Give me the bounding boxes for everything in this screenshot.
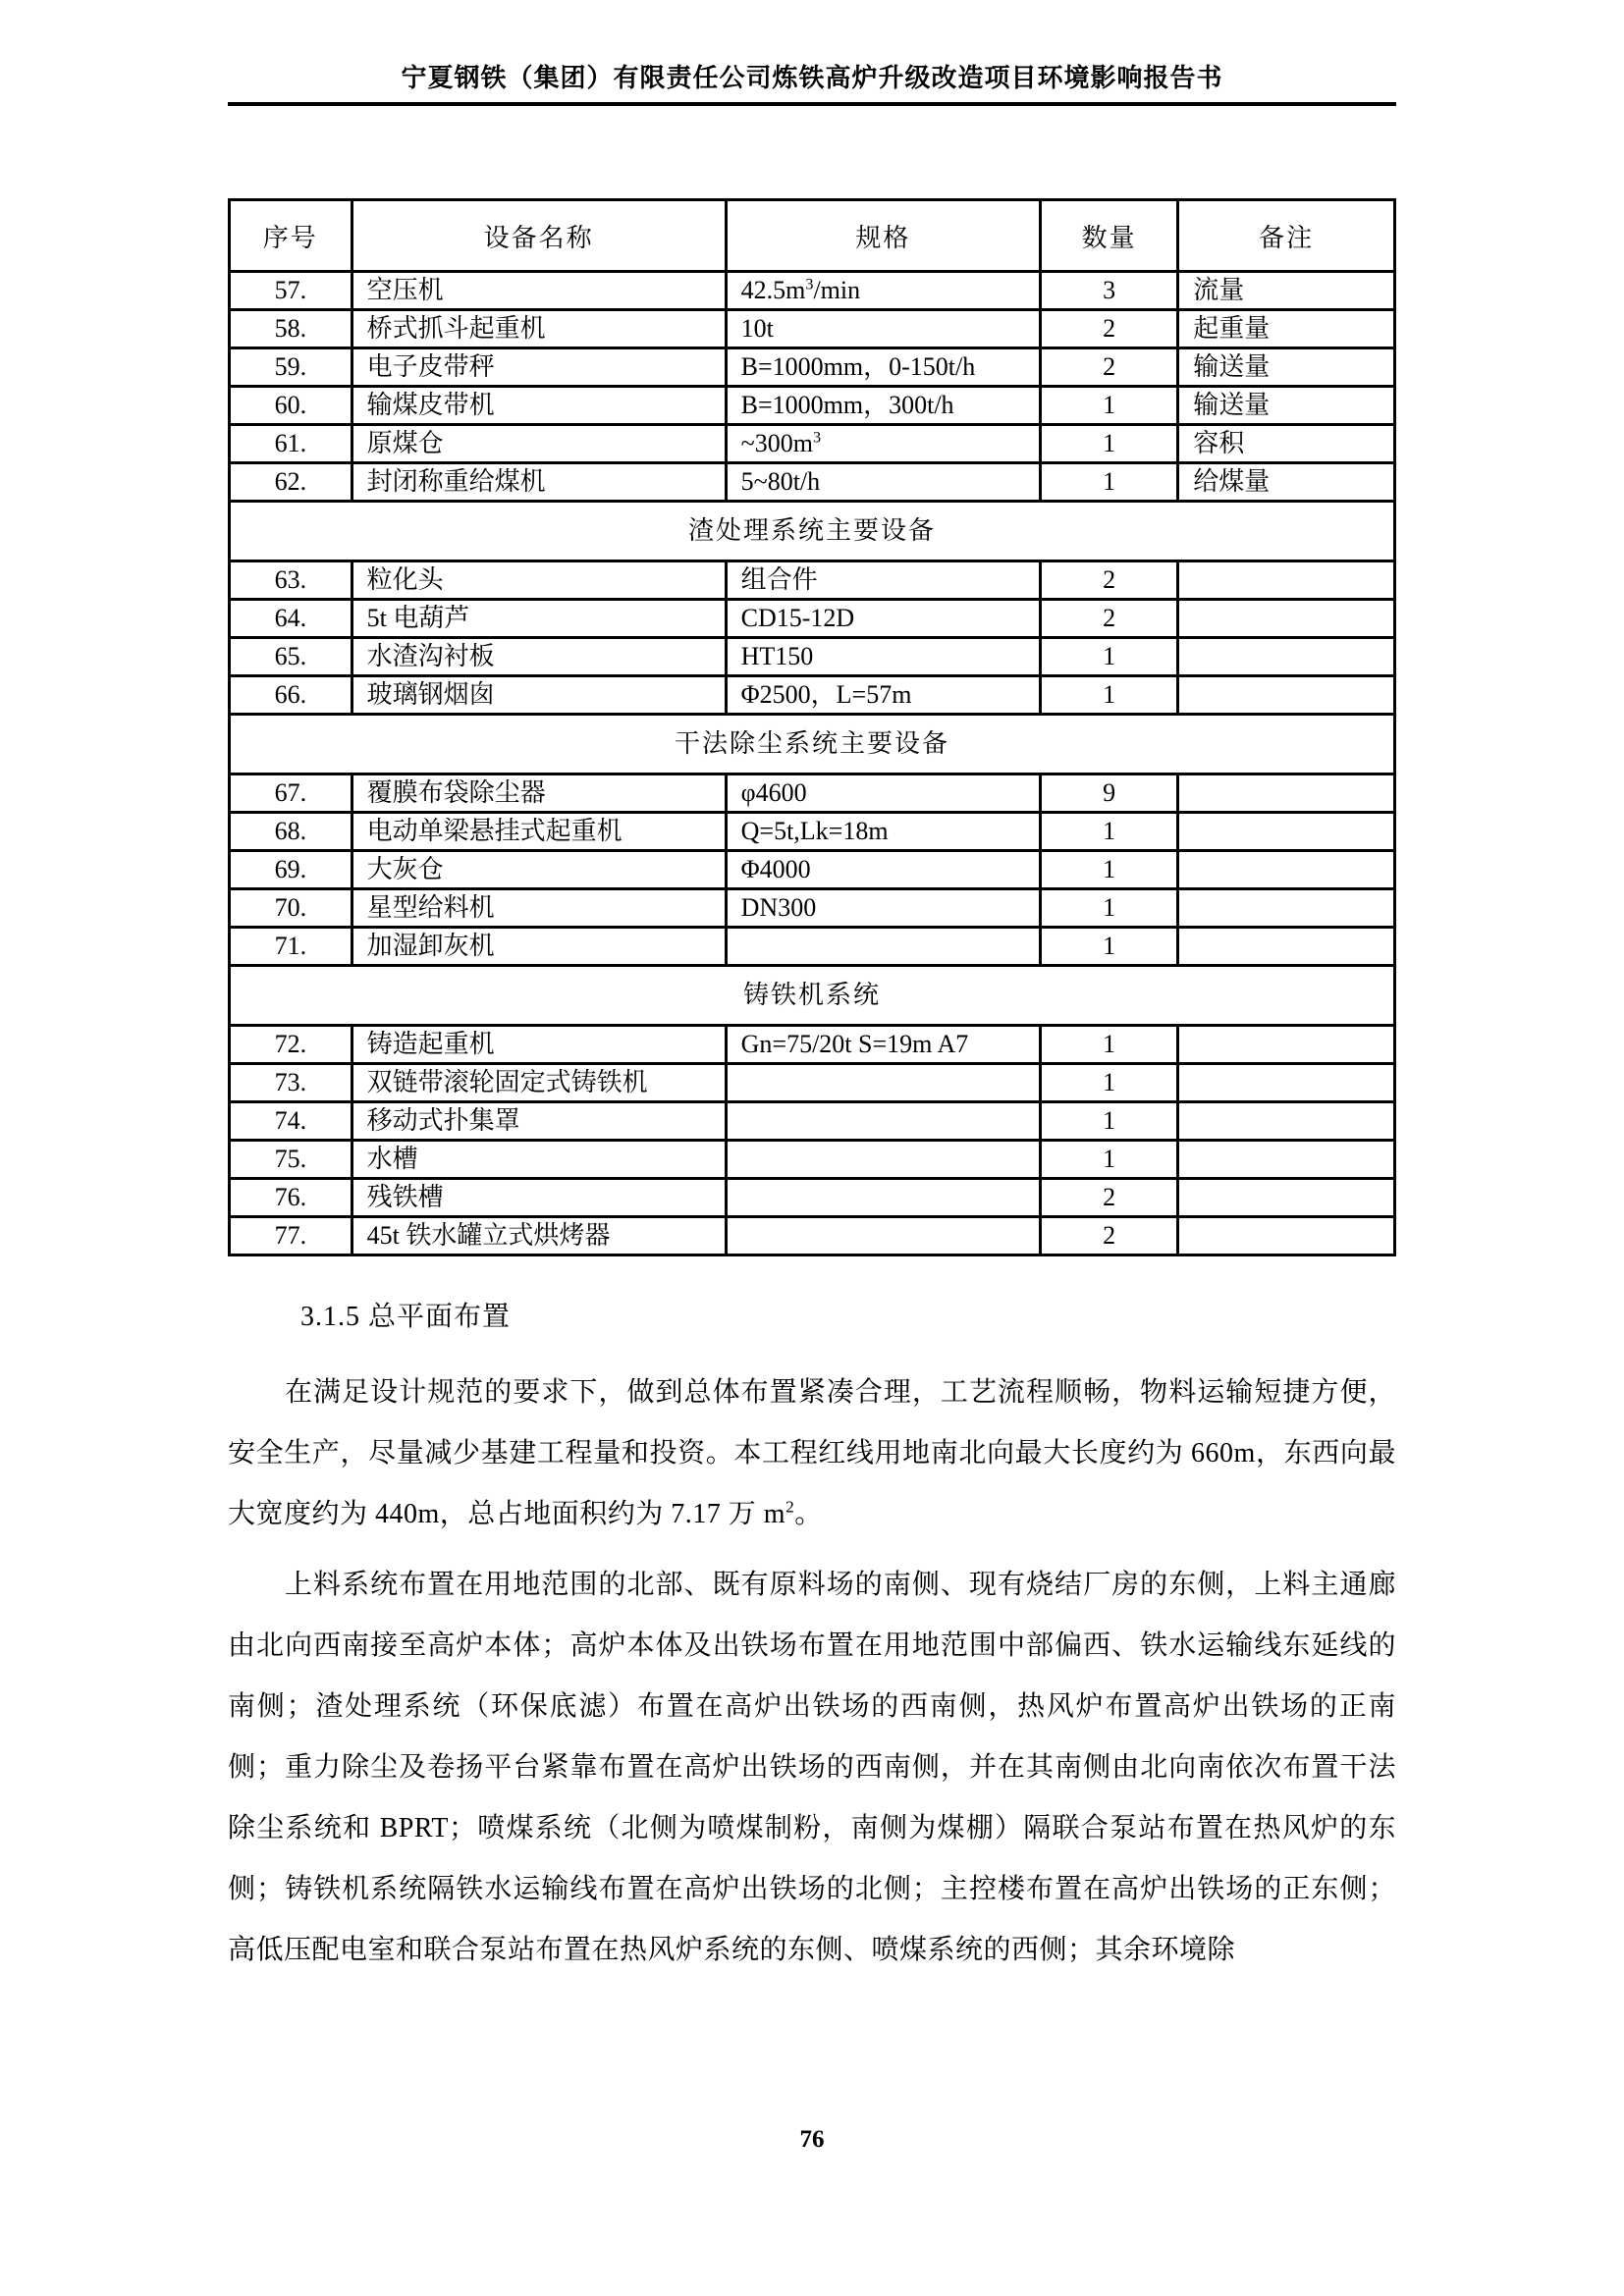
table-row <box>230 774 1395 813</box>
cell-qty: 2 <box>1041 600 1178 638</box>
table-row <box>230 928 1395 966</box>
table-row <box>230 1179 1395 1217</box>
table-section-row <box>230 502 1395 561</box>
cell-name: 封闭称重给煤机 <box>352 463 726 502</box>
cell-spec <box>726 1179 1040 1217</box>
cell-no: 72. <box>230 1026 352 1064</box>
cell-name: 桥式抓斗起重机 <box>352 310 726 348</box>
cell-note: 容积 <box>1178 425 1395 463</box>
col-header-note: 备注 <box>1178 200 1395 272</box>
table-row <box>230 1064 1395 1102</box>
page-header <box>0 0 1624 106</box>
cell-spec: HT150 <box>726 638 1040 676</box>
cell-no: 61. <box>230 425 352 463</box>
cell-no: 62. <box>230 463 352 502</box>
cell-qty: 1 <box>1041 1141 1178 1179</box>
cell-qty: 2 <box>1041 1179 1178 1217</box>
cell-note: 起重量 <box>1178 310 1395 348</box>
cell-qty: 2 <box>1041 1217 1178 1255</box>
cell-name: 输煤皮带机 <box>352 387 726 425</box>
table-row <box>230 889 1395 928</box>
cell-spec <box>726 928 1040 966</box>
cell-name: 覆膜布袋除尘器 <box>352 774 726 813</box>
table-row <box>230 813 1395 851</box>
table-section-row <box>230 966 1395 1026</box>
cell-spec: Φ2500，L=57m <box>726 676 1040 715</box>
cell-spec: B=1000mm，0-150t/h <box>726 348 1040 387</box>
cell-spec <box>726 1141 1040 1179</box>
table-row <box>230 1102 1395 1141</box>
paragraph-layout-detail: 上料系统布置在用地范围的北部、既有原料场的南侧、现有烧结厂房的东侧，上料主通廊由北向西南接至高炉本体；高炉本体及出铁场布置在用地范围中部偏西、铁水运输线东延线的南侧；渣处理系统（环保底滤）布置在高炉出铁场的西南侧，热风炉布置高炉出铁场的正南侧；重力除尘及卷扬平台紧靠布置在高炉出铁场的西南侧，并在其南侧由北向南依次布置干法除尘系统和 BPRT；喷煤系统（北侧为喷煤制粉，南侧为煤棚）隔联合泵站布置在热风炉的东侧；铸铁机系统隔铁水运输线布置在高炉出铁场的北侧；主控楼布置在高炉出铁场的正东侧；高低压配电室和联合泵站布置在热风炉系统的东侧、喷煤系统的西侧；其余环境除 <box>228 1570 1396 1965</box>
table-row <box>230 600 1395 638</box>
cell-note <box>1178 774 1395 813</box>
cell-name: 玻璃钢烟囱 <box>352 676 726 715</box>
table-row <box>230 561 1395 600</box>
table-row <box>230 272 1395 310</box>
cell-note <box>1178 1064 1395 1102</box>
cell-no: 58. <box>230 310 352 348</box>
cell-qty: 1 <box>1041 676 1178 715</box>
cell-note <box>1178 889 1395 928</box>
table-row <box>230 348 1395 387</box>
cell-name: 移动式扑集罩 <box>352 1102 726 1141</box>
cell-note: 流量 <box>1178 272 1395 310</box>
table-row <box>230 1026 1395 1064</box>
section-label: 铸铁机系统 <box>230 966 1395 1026</box>
table-row <box>230 310 1395 348</box>
cell-qty: 1 <box>1041 928 1178 966</box>
superscript: 3 <box>805 276 814 294</box>
cell-name: 空压机 <box>352 272 726 310</box>
cell-note <box>1178 851 1395 889</box>
doc-header-title: 宁夏钢铁（集团）有限责任公司炼铁高炉升级改造项目环境影响报告书 <box>401 64 1223 92</box>
cell-qty: 3 <box>1041 272 1178 310</box>
cell-qty: 1 <box>1041 1102 1178 1141</box>
col-header-name: 设备名称 <box>352 200 726 272</box>
cell-note <box>1178 676 1395 715</box>
cell-name: 电子皮带秤 <box>352 348 726 387</box>
cell-qty: 2 <box>1041 348 1178 387</box>
table-header-row <box>230 200 1395 272</box>
equipment-table-body <box>230 272 1395 1255</box>
table-row <box>230 676 1395 715</box>
cell-note <box>1178 1217 1395 1255</box>
cell-no: 70. <box>230 889 352 928</box>
cell-note <box>1178 561 1395 600</box>
cell-qty: 1 <box>1041 638 1178 676</box>
cell-no: 64. <box>230 600 352 638</box>
cell-qty: 1 <box>1041 425 1178 463</box>
cell-no: 77. <box>230 1217 352 1255</box>
cell-name: 原煤仓 <box>352 425 726 463</box>
paragraph-layout-intro: 在满足设计规范的要求下，做到总体布置紧凑合理，工艺流程顺畅，物料运输短捷方便，安全生产，尽量减少基建工程量和投资。本工程红线用地南北向最大长度约为 660m，东西向最大宽度约为 440m，总占地面积约为 7.17 万 $m^2$。 <box>228 1377 1396 1529</box>
cell-qty: 2 <box>1041 561 1178 600</box>
col-header-qty: 数量 <box>1041 200 1178 272</box>
cell-note <box>1178 600 1395 638</box>
superscript: 3 <box>812 429 821 447</box>
cell-spec: DN300 <box>726 889 1040 928</box>
cell-no: 69. <box>230 851 352 889</box>
cell-no: 66. <box>230 676 352 715</box>
section-label: 渣处理系统主要设备 <box>230 502 1395 561</box>
cell-name: 电动单梁悬挂式起重机 <box>352 813 726 851</box>
cell-no: 57. <box>230 272 352 310</box>
cell-no: 60. <box>230 387 352 425</box>
cell-note <box>1178 1141 1395 1179</box>
superscript: 2 <box>785 1497 795 1517</box>
cell-qty: 1 <box>1041 889 1178 928</box>
cell-qty: 9 <box>1041 774 1178 813</box>
cell-name: 大灰仓 <box>352 851 726 889</box>
cell-no: 63. <box>230 561 352 600</box>
cell-name: 加湿卸灰机 <box>352 928 726 966</box>
table-row <box>230 425 1395 463</box>
cell-spec: $42.5m^3/\min$ <box>726 272 1040 310</box>
cell-spec: B=1000mm，300t/h <box>726 387 1040 425</box>
table-section-row <box>230 715 1395 774</box>
cell-no: 68. <box>230 813 352 851</box>
cell-note: 输送量 <box>1178 348 1395 387</box>
table-row <box>230 1217 1395 1255</box>
cell-note <box>1178 1179 1395 1217</box>
page-footer <box>0 2126 1624 2154</box>
cell-spec: φ4600 <box>726 774 1040 813</box>
cell-spec: 组合件 <box>726 561 1040 600</box>
cell-note: 输送量 <box>1178 387 1395 425</box>
table-row <box>230 1141 1395 1179</box>
cell-qty: 1 <box>1041 1064 1178 1102</box>
cell-qty: 1 <box>1041 851 1178 889</box>
cell-no: 65. <box>230 638 352 676</box>
section-3-1-5 <box>228 1300 1396 1981</box>
section-label: 干法除尘系统主要设备 <box>230 715 1395 774</box>
equipment-table <box>228 198 1396 1256</box>
cell-name: 残铁槽 <box>352 1179 726 1217</box>
cell-name: 45t 铁水罐立式烘烤器 <box>352 1217 726 1255</box>
cell-no: 76. <box>230 1179 352 1217</box>
page-number: 76 <box>799 2126 825 2153</box>
cell-spec <box>726 1217 1040 1255</box>
cell-note <box>1178 928 1395 966</box>
cell-name: 星型给料机 <box>352 889 726 928</box>
cell-spec: $\sim 300m^3$ <box>726 425 1040 463</box>
cell-note <box>1178 1026 1395 1064</box>
table-row <box>230 851 1395 889</box>
cell-spec: CD15-12D <box>726 600 1040 638</box>
cell-name: 5t 电葫芦 <box>352 600 726 638</box>
cell-no: 59. <box>230 348 352 387</box>
cell-note: 给煤量 <box>1178 463 1395 502</box>
cell-qty: 1 <box>1041 387 1178 425</box>
table-row <box>230 638 1395 676</box>
cell-name: 双链带滚轮固定式铸铁机 <box>352 1064 726 1102</box>
cell-name: 粒化头 <box>352 561 726 600</box>
table-row <box>230 387 1395 425</box>
doc-header-rule <box>228 102 1396 106</box>
table-row <box>230 463 1395 502</box>
col-header-spec: 规格 <box>726 200 1040 272</box>
cell-no: 74. <box>230 1102 352 1141</box>
cell-spec: Gn=75/20t S=19m A7 <box>726 1026 1040 1064</box>
cell-spec: Q=5t,Lk=18m <box>726 813 1040 851</box>
cell-no: 75. <box>230 1141 352 1179</box>
cell-note <box>1178 1102 1395 1141</box>
cell-spec <box>726 1064 1040 1102</box>
cell-note <box>1178 638 1395 676</box>
cell-note <box>1178 813 1395 851</box>
cell-qty: 1 <box>1041 813 1178 851</box>
cell-qty: 1 <box>1041 463 1178 502</box>
section-heading: 3.1.5 总平面布置 <box>300 1302 512 1332</box>
cell-no: 71. <box>230 928 352 966</box>
cell-name: 水槽 <box>352 1141 726 1179</box>
col-header-no: 序号 <box>230 200 352 272</box>
cell-no: 67. <box>230 774 352 813</box>
cell-name: 铸造起重机 <box>352 1026 726 1064</box>
cell-qty: 1 <box>1041 1026 1178 1064</box>
cell-qty: 2 <box>1041 310 1178 348</box>
cell-spec <box>726 1102 1040 1141</box>
cell-no: 73. <box>230 1064 352 1102</box>
cell-name: 水渣沟衬板 <box>352 638 726 676</box>
cell-spec: 5~80t/h <box>726 463 1040 502</box>
cell-spec: 10t <box>726 310 1040 348</box>
cell-spec: Φ4000 <box>726 851 1040 889</box>
